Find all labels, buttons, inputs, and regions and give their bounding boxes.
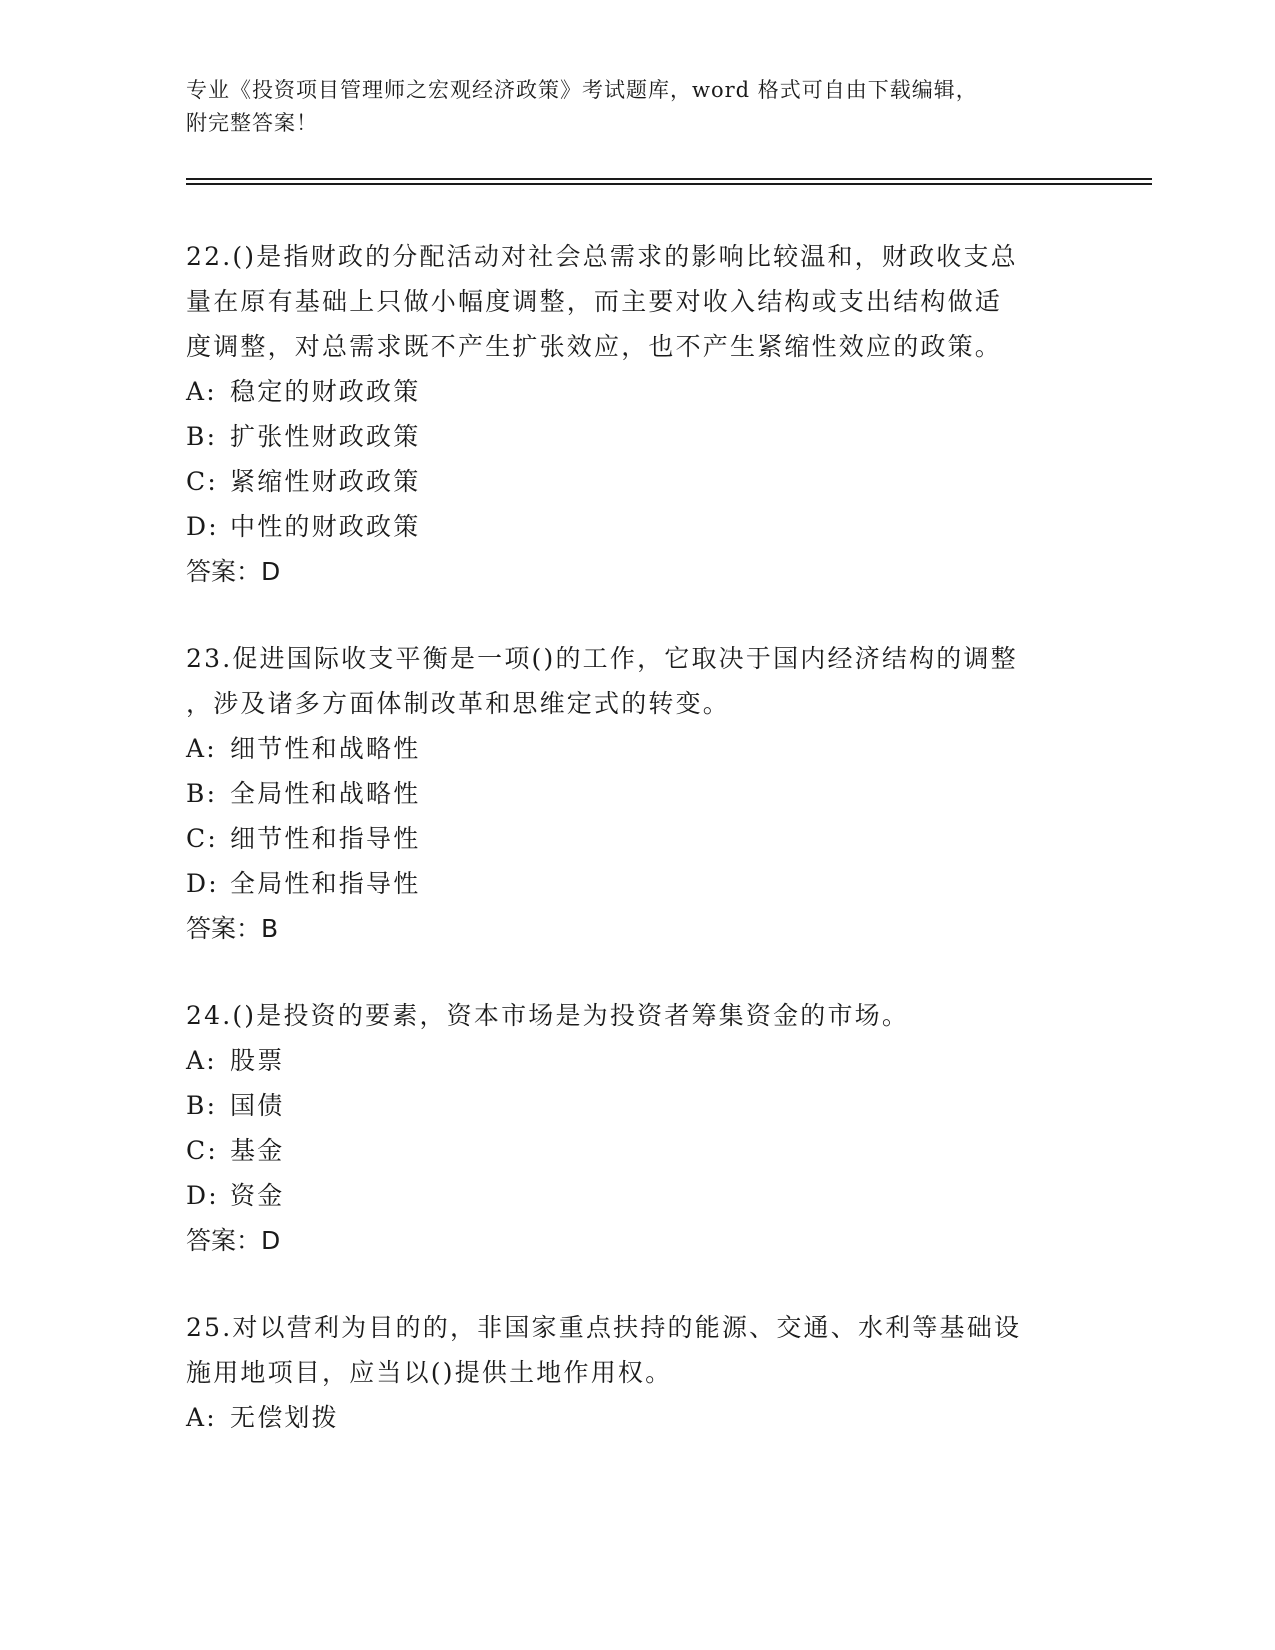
option-text: 扩张性财政政策 bbox=[230, 422, 421, 451]
header-line-2: 附完整答案！ bbox=[186, 111, 318, 135]
option-text: 紧缩性财政政策 bbox=[230, 467, 421, 496]
answer-option bbox=[186, 1038, 1086, 1083]
option-key: B: bbox=[186, 422, 218, 451]
option-text: 稳定的财政政策 bbox=[230, 377, 421, 406]
answer-option bbox=[186, 1083, 1086, 1128]
option-text: 基金 bbox=[230, 1136, 285, 1165]
answer-option bbox=[186, 771, 1086, 816]
document-header bbox=[186, 74, 1086, 140]
option-text: 中性的财政政策 bbox=[230, 512, 421, 541]
question-list bbox=[186, 234, 1086, 1482]
answer-line: 答案：D bbox=[186, 557, 281, 586]
option-text: 全局性和指导性 bbox=[230, 869, 421, 898]
option-text: 细节性和指导性 bbox=[230, 824, 421, 853]
answer-option bbox=[186, 369, 1086, 414]
option-text: 细节性和战略性 bbox=[230, 734, 421, 763]
option-key: D: bbox=[186, 1181, 219, 1210]
option-key: C: bbox=[186, 1136, 218, 1165]
answer-option bbox=[186, 1395, 1086, 1440]
option-key: A: bbox=[186, 1403, 217, 1432]
question-block bbox=[186, 636, 1086, 951]
question-stem-line: 25.对以营利为目的的，非国家重点扶持的能源、交通、水利等基础设 bbox=[186, 1313, 1022, 1342]
option-key: C: bbox=[186, 824, 218, 853]
option-text: 全局性和战略性 bbox=[230, 779, 421, 808]
option-text: 股票 bbox=[230, 1046, 285, 1075]
answer-option bbox=[186, 459, 1086, 504]
option-text: 资金 bbox=[230, 1181, 285, 1210]
option-key: B: bbox=[186, 779, 218, 808]
question-block bbox=[186, 1305, 1086, 1440]
question-stem-line: 度调整，对总需求既不产生扩张效应，也不产生紧缩性效应的政策。 bbox=[186, 332, 1003, 361]
question-block bbox=[186, 234, 1086, 594]
question-stem-line: 22.()是指财政的分配活动对社会总需求的影响比较温和，财政收支总 bbox=[186, 242, 1018, 271]
option-key: D: bbox=[186, 512, 219, 541]
question-stem-line: 24.()是投资的要素，资本市场是为投资者筹集资金的市场。 bbox=[186, 1001, 910, 1030]
option-key: B: bbox=[186, 1091, 218, 1120]
question-stem-line: 施用地项目，应当以()提供土地作用权。 bbox=[186, 1358, 673, 1387]
answer-option bbox=[186, 1173, 1086, 1218]
option-text: 国债 bbox=[230, 1091, 285, 1120]
header-line-1: 专业《投资项目管理师之宏观经济政策》考试题库，word 格式可自由下载编辑， bbox=[186, 78, 978, 102]
answer-option bbox=[186, 1128, 1086, 1173]
answer-option bbox=[186, 816, 1086, 861]
option-key: A: bbox=[186, 1046, 217, 1075]
option-key: A: bbox=[186, 377, 217, 406]
answer-line: 答案：D bbox=[186, 1226, 281, 1255]
question-stem-line: ，涉及诸多方面体制改革和思维定式的转变。 bbox=[186, 689, 731, 718]
option-text: 无偿划拨 bbox=[230, 1403, 339, 1432]
answer-line: 答案：B bbox=[186, 914, 279, 943]
question-block bbox=[186, 993, 1086, 1263]
answer-option bbox=[186, 726, 1086, 771]
header-divider-bottom bbox=[186, 183, 1152, 185]
answer-option bbox=[186, 861, 1086, 906]
option-key: C: bbox=[186, 467, 218, 496]
question-stem-line: 量在原有基础上只做小幅度调整，而主要对收入结构或支出结构做适 bbox=[186, 287, 1003, 316]
header-divider-top bbox=[186, 178, 1152, 180]
option-key: A: bbox=[186, 734, 217, 763]
answer-option bbox=[186, 504, 1086, 549]
question-stem-line: 23.促进国际收支平衡是一项()的工作，它取决于国内经济结构的调整 bbox=[186, 644, 1018, 673]
answer-option bbox=[186, 414, 1086, 459]
option-key: D: bbox=[186, 869, 219, 898]
